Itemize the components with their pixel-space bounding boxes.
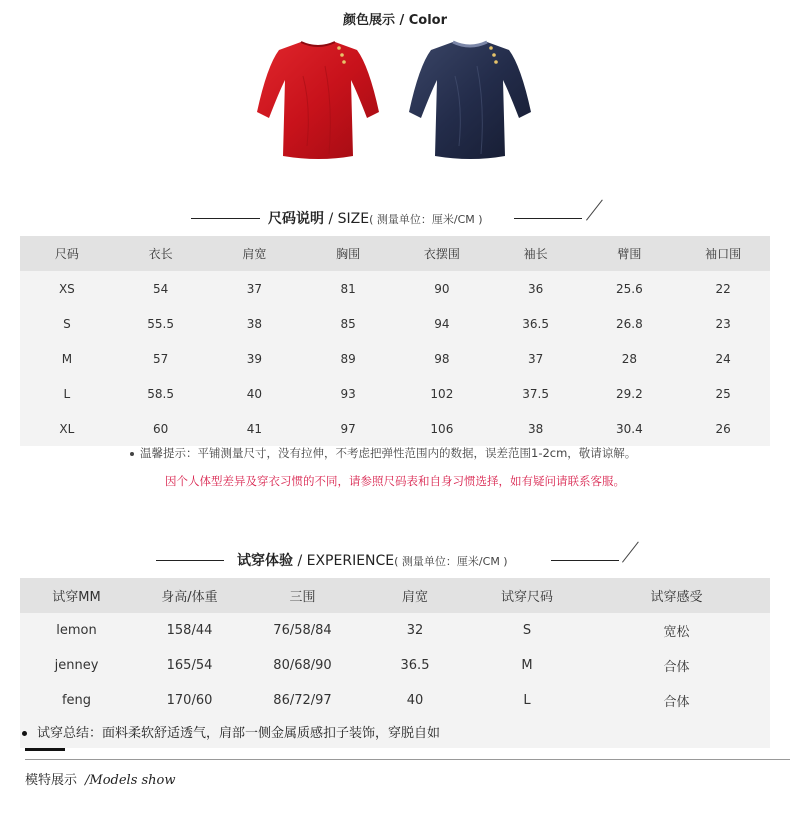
fit-table [20,578,770,718]
table-cell: 24 [676,341,770,376]
size-note [130,445,636,461]
table-cell: feng [20,683,133,718]
table-cell: 97 [301,411,395,446]
table-cell: 170/60 [133,683,246,718]
fit-header-cell: 肩宽 [359,578,471,613]
size-warning: 因个人体型差异及穿衣习惯的不同，请参照尺码表和自身习惯选择，如有疑问请联系客服。 [165,474,625,488]
size-header-cell: 袖长 [489,236,583,271]
table-cell: 86/72/97 [246,683,359,718]
table-cell: 28 [583,341,677,376]
navy-velvet-shirt-icon [405,36,535,164]
fit-unit: ( 测量单位：厘米/CM ) [394,555,508,568]
table-cell: 55.5 [114,306,208,341]
table-cell: 90 [395,271,489,306]
size-title-cn: 尺码说明 [268,211,324,227]
models-accent-bar [25,748,65,751]
fit-header-cell: 试穿MM [20,578,133,613]
table-cell: jenney [20,648,133,683]
fit-title-en: / EXPERIENCE [293,553,395,569]
table-cell: 106 [395,411,489,446]
table-cell: 36 [489,271,583,306]
fit-section-header [0,546,790,576]
table-cell: 158/44 [133,613,246,648]
bullet-icon [130,452,134,456]
table-row [20,411,770,446]
table-cell: 165/54 [133,648,246,683]
color-section-title: 颜色展示 / Color [342,13,448,28]
size-header-cell: 衣摆围 [395,236,489,271]
header-right-line [514,218,582,219]
fit-summary-box [20,710,770,748]
fit-title-cn: 试穿体验 [237,553,293,569]
table-cell: 39 [208,341,302,376]
table-cell: 80/68/90 [246,648,359,683]
models-divider [25,759,790,760]
table-cell: 85 [301,306,395,341]
table-cell: 26.8 [583,306,677,341]
table-row [20,271,770,306]
size-header-cell: 胸围 [301,236,395,271]
table-cell: L [20,376,114,411]
table-cell: 60 [114,411,208,446]
table-row [20,306,770,341]
size-header-cell: 袖口围 [676,236,770,271]
size-title-en: / SIZE [324,211,370,227]
size-note-text: 温馨提示：平铺测量尺寸，没有拉伸，不考虑把弹性范围内的数据，误差范围1-2cm，敬请谅解。 [140,446,637,460]
table-cell: 93 [301,376,395,411]
header-slash [622,542,639,563]
table-cell: 38 [489,411,583,446]
table-cell: 98 [395,341,489,376]
fit-header-cell: 试穿尺码 [471,578,583,613]
table-cell: 58.5 [114,376,208,411]
table-cell: 36.5 [359,648,471,683]
bullet-icon [22,731,27,736]
table-cell: 54 [114,271,208,306]
table-cell: M [471,648,583,683]
table-cell: XL [20,411,114,446]
size-header-cell: 尺码 [20,236,114,271]
table-cell: 40 [359,683,471,718]
table-cell: 40 [208,376,302,411]
table-row [20,376,770,411]
header-right-line [551,560,619,561]
table-cell: 38 [208,306,302,341]
table-cell: 41 [208,411,302,446]
table-cell: 32 [359,613,471,648]
fit-header-cell: 试穿感受 [583,578,770,613]
size-header-cell: 臂围 [583,236,677,271]
table-cell: lemon [20,613,133,648]
table-cell: 76/58/84 [246,613,359,648]
table-cell: M [20,341,114,376]
table-cell: 36.5 [489,306,583,341]
table-cell: 25 [676,376,770,411]
fit-summary-text: 试穿总结：面料柔软舒适透气，肩部一侧金属质感扣子装饰，穿脱自如 [37,726,441,741]
models-title-en: /Models show [85,773,176,788]
table-cell: 81 [301,271,395,306]
size-unit: ( 测量单位：厘米/CM ) [369,213,483,226]
table-row [20,648,770,683]
table-row [20,613,770,648]
fit-header-cell: 身高/体重 [133,578,246,613]
size-section-header [0,204,790,234]
table-cell: XS [20,271,114,306]
table-cell: 合体 [583,648,770,683]
fit-summary [36,722,440,741]
fit-table-header-row [20,578,770,613]
table-cell: 57 [114,341,208,376]
table-cell: 25.6 [583,271,677,306]
table-cell: 89 [301,341,395,376]
table-cell: 37 [208,271,302,306]
red-velvet-shirt-icon [253,36,383,164]
table-cell: 102 [395,376,489,411]
size-table [20,236,770,446]
header-left-line [156,560,224,561]
table-cell: 29.2 [583,376,677,411]
fit-section-title [237,550,508,570]
size-section-title [268,208,483,228]
size-header-cell: 衣长 [114,236,208,271]
table-cell: 22 [676,271,770,306]
table-cell: L [471,683,583,718]
table-cell: 宽松 [583,613,770,648]
models-title-cn: 模特展示 [25,773,78,788]
table-cell: 23 [676,306,770,341]
size-header-cell: 肩宽 [208,236,302,271]
table-cell: 合体 [583,683,770,718]
table-cell: 94 [395,306,489,341]
table-cell: S [20,306,114,341]
table-cell: 26 [676,411,770,446]
header-slash [586,200,603,221]
models-section-title [25,769,176,788]
table-cell: 37.5 [489,376,583,411]
fit-header-cell: 三围 [246,578,359,613]
table-cell: 37 [489,341,583,376]
size-table-header-row [20,236,770,271]
table-cell: S [471,613,583,648]
table-row [20,341,770,376]
header-left-line [191,218,260,219]
table-cell: 30.4 [583,411,677,446]
